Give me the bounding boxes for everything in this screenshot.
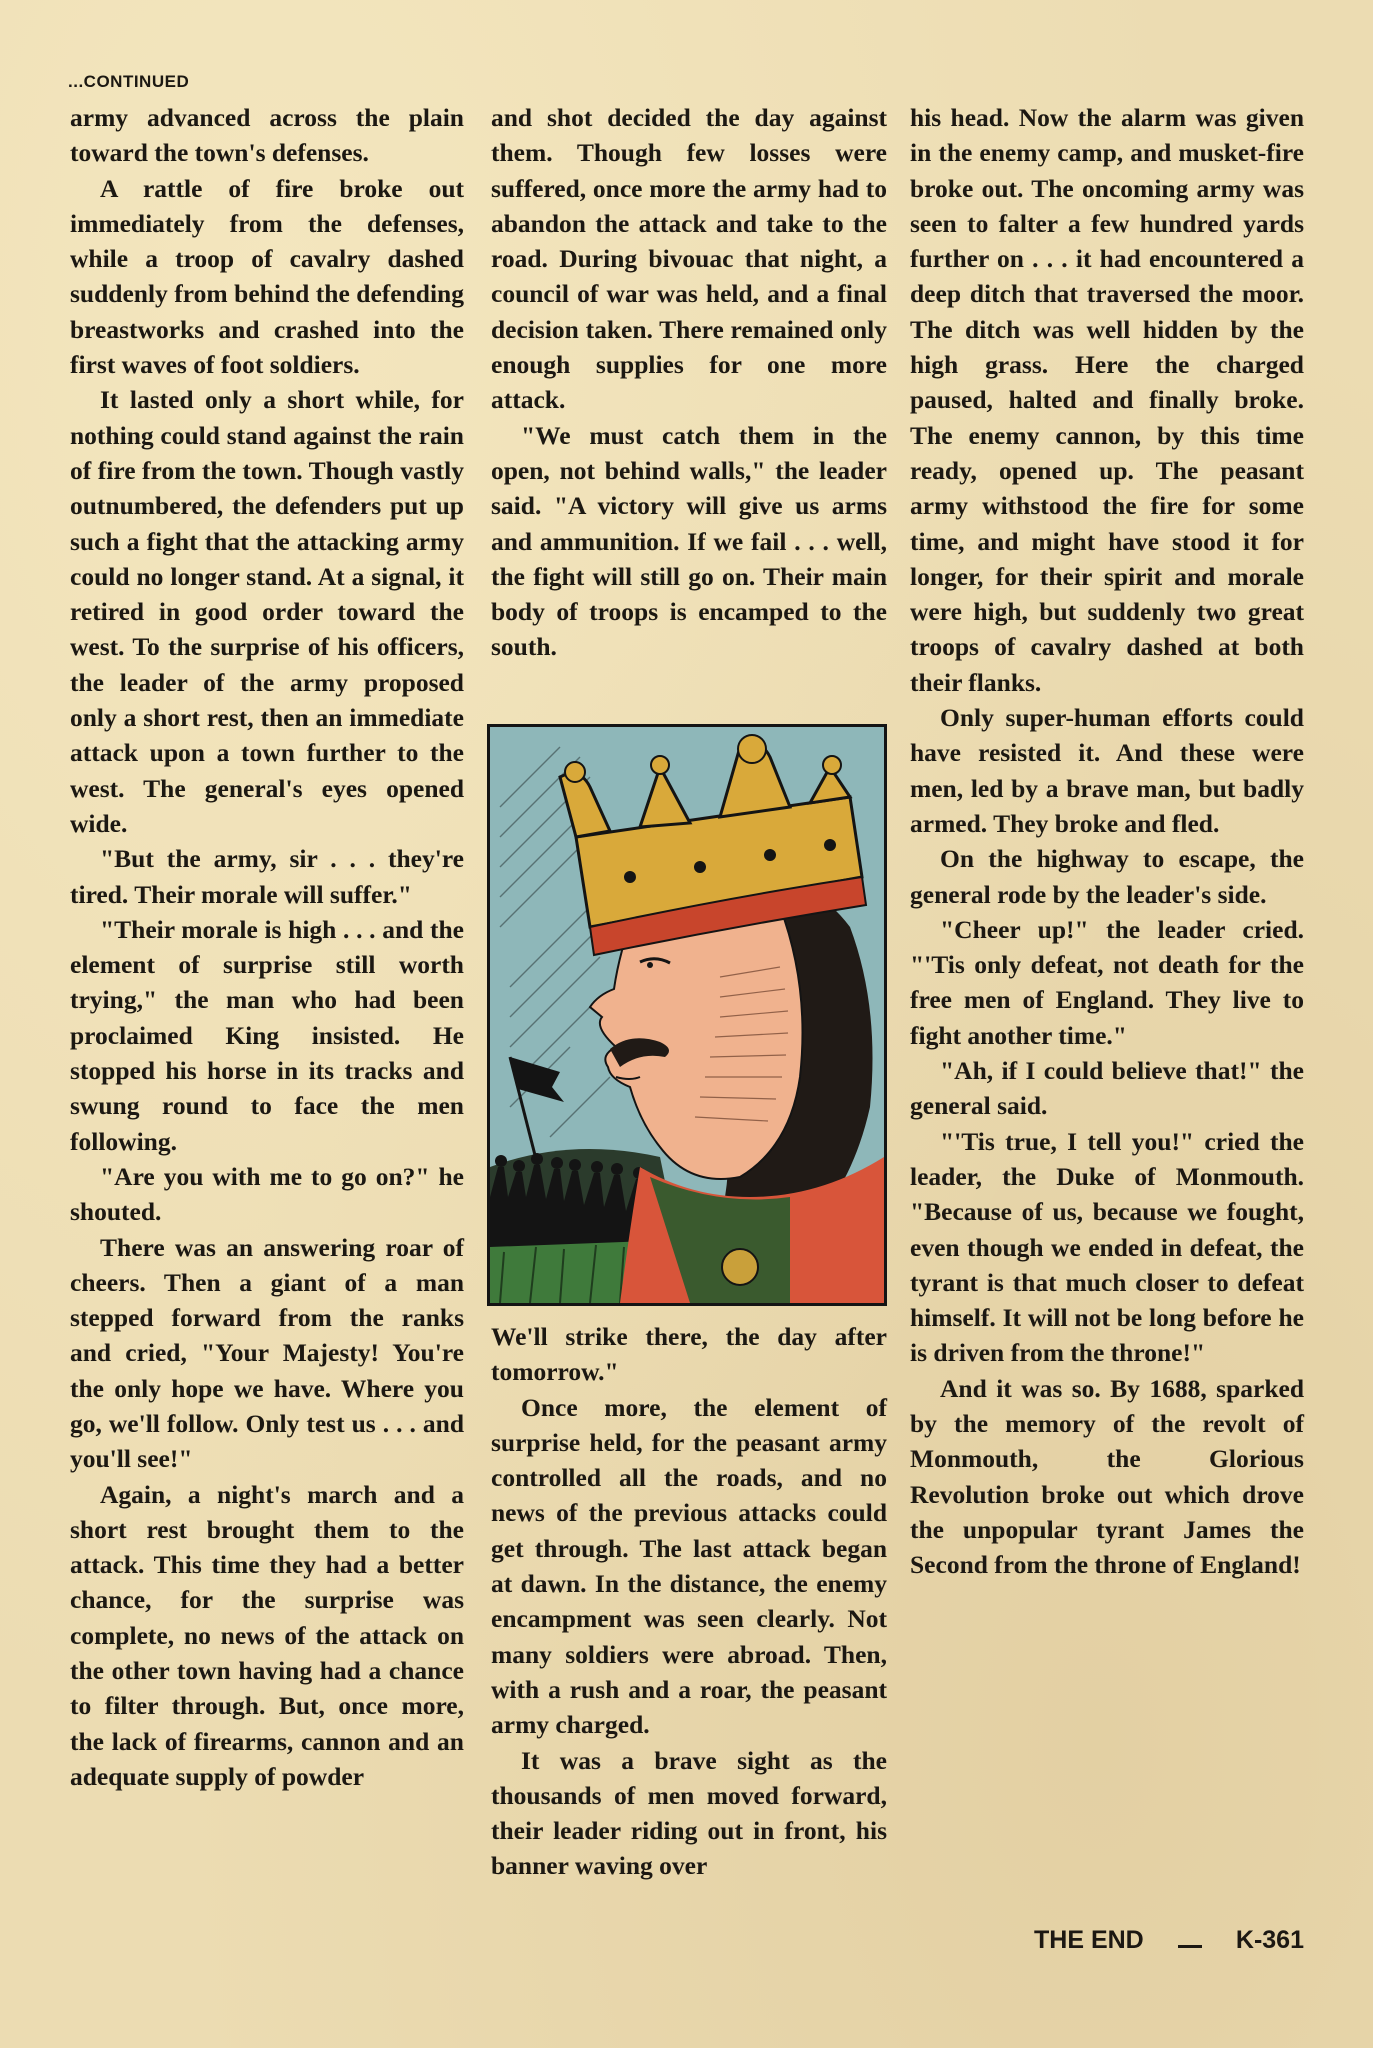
paragraph: Again, a night's march and a short rest brought them to the attack. This time they had a better chance, for the surprise was complete, no news of the attack on the other town having had a chance to filter through. But, once more, the lack of firearms, cannon and an adequate supply of powder xyxy=(70,1479,464,1791)
the-end-label: THE END xyxy=(1034,1926,1144,1954)
king-portrait-illustration xyxy=(487,724,887,1306)
paragraph: It lasted only a short while, for nothing could stand against the rain of fire from the town. Though vastly outnumbered, the defenders put up such a fight that the attacking army could no longer stand. At a signal, it retired in good order toward the west. To the surprise of his officers, the leader of the army proposed only a short rest, then an immediate attack upon a town further to the west. The general's eyes opened wide. xyxy=(70,385,464,838)
text-column-2-bottom xyxy=(491,1319,887,1884)
paragraph: "Are you with me to go on?" he shouted. xyxy=(70,1161,464,1227)
paragraph: and shot decided the day against them. Though few losses were suffered, once more the army had to abandon the attack and take to the road. During bivouac that night, a council of war was held, and a final decision taken. There remained only enough supplies for one more attack. xyxy=(491,103,887,415)
paragraph: There was an answering roar of cheers. Then a giant of a man stepped forward from the ranks and cried, "Your Majesty! You're the only hope we have. Where you go, we'll follow. Only test us . . . and you'll see!" xyxy=(70,1232,464,1474)
paragraph: "'Tis true, I tell you!" cried the leader, the Duke of Monmouth. "Because of us, because we fought, even though we ended in defeat, the tyrant is that much closer to defeat himself. It will not be long before he is driven from the throne!" xyxy=(910,1126,1304,1368)
footer-separator xyxy=(1178,1945,1202,1948)
text-column-1 xyxy=(70,100,464,1794)
paragraph: On the highway to escape, the general rode by the leader's side. xyxy=(910,844,1304,909)
paragraph: Only super-human efforts could have resisted it. And these were men, led by a brave man, but badly armed. They broke and fled. xyxy=(910,703,1304,838)
paragraph: army advanced across the plain toward the town's defenses. xyxy=(70,103,464,168)
paragraph: "We must catch them in the open, not behind walls," the leader said. "A victory will give us arms and ammunition. If we fail . . . well, the fight will still go on. Their main body of troops is encamped to the south. xyxy=(491,420,887,662)
paragraph: It was a brave sight as the thousands of men moved forward, their leader riding out in front, his banner waving over xyxy=(491,1745,887,1881)
continued-label: ...CONTINUED xyxy=(68,72,190,91)
story-code: K-361 xyxy=(1235,1926,1304,1954)
text-column-2-top xyxy=(491,100,887,665)
paragraph: And it was so. By 1688, sparked by the memory of the revolt of Monmouth, the Glorious Revolution broke out which drove the unpopular tyrant James the Second from the throne of England! xyxy=(910,1373,1304,1580)
paragraph: his head. Now the alarm was given in the enemy camp, and musket-fire broke out. The oncoming army was seen to falter a few hundred yards further on . . . it had encountered a deep ditch that traversed the moor. The ditch was well hidden by the high grass. Here the charged paused, halted and finally broke. The enemy cannon, by this time ready, opened up. The peasant army withstood the fire for some time, and might have stood it for longer, for their spirit and morale were high, but suddenly two great troops of cavalry dashed at both their flanks. xyxy=(910,103,1304,697)
paragraph: "Ah, if I could believe that!" the general said. xyxy=(910,1056,1304,1121)
paragraph: "Their morale is high . . . and the element of surprise still worth trying," the man who had been proclaimed King insisted. He stopped his horse in its tracks and swung round to face the men following. xyxy=(70,914,464,1156)
paragraph: "Cheer up!" the leader cried. "'Tis only defeat, not death for the free men of England. They live to fight another time." xyxy=(910,914,1304,1050)
king-portrait-svg xyxy=(490,727,884,1303)
paragraph: A rattle of fire broke out immediately from the defenses, while a troop of cavalry dashed suddenly from behind the defending breastworks and crashed into the first waves of foot soldiers. xyxy=(70,173,464,380)
paragraph: We'll strike there, the day after tomorrow." xyxy=(491,1322,887,1387)
story-end-footer xyxy=(1034,1926,1304,1955)
text-column-3 xyxy=(910,100,1304,1582)
paragraph: "But the army, sir . . . they're tired. Their morale will suffer." xyxy=(70,844,464,909)
paragraph: Once more, the element of surprise held, for the peasant army controlled all the roads, and no news of the previous attacks could get through. The last attack began at dawn. In the distance, the enemy encampment was seen clearly. Not many soldiers were abroad. Then, with a rush and a roar, the peasant army charged. xyxy=(491,1392,887,1740)
